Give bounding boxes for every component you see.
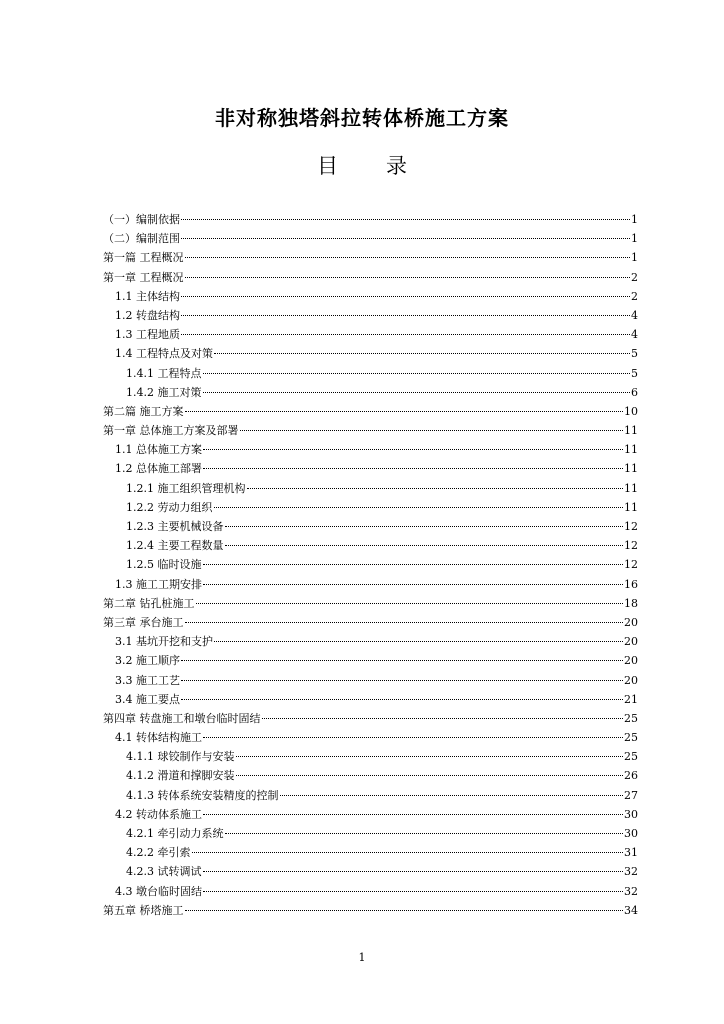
- toc-entry-label: 3.2 施工顺序: [115, 654, 180, 668]
- toc-entry[interactable]: [103, 498, 638, 517]
- toc-entry[interactable]: [103, 440, 638, 459]
- toc-entry[interactable]: [103, 402, 638, 421]
- toc-entry-page: 6: [631, 385, 638, 399]
- toc-entry-page: 32: [624, 884, 638, 898]
- toc-entry-label: 1.2.2 劳动力组织: [126, 500, 213, 514]
- toc-entry-page: 4: [631, 308, 638, 322]
- toc-entry[interactable]: [103, 862, 638, 881]
- toc-entry[interactable]: [103, 287, 638, 306]
- toc-entry-label: 3.4 施工要点: [115, 692, 180, 706]
- toc-entry-label: （一）编制依据: [103, 213, 180, 226]
- toc-entry-page: 5: [631, 366, 638, 380]
- toc-entry-page: 12: [624, 520, 638, 533]
- toc-heading-char-1: 目: [317, 154, 338, 178]
- toc-entry-label: 1.2 转盘结构: [115, 308, 180, 322]
- toc-entry-page: 20: [624, 635, 638, 649]
- toc-entry-page: 10: [624, 404, 638, 418]
- toc-leader-dots: [214, 352, 630, 354]
- toc-entry[interactable]: [103, 747, 638, 766]
- toc-entry[interactable]: [103, 517, 638, 536]
- toc-entry[interactable]: [103, 479, 638, 498]
- toc-entry-page: 21: [624, 692, 638, 706]
- toc-entry[interactable]: [103, 786, 638, 805]
- toc-entry-label: 1.2.5 临时设施: [126, 558, 202, 572]
- toc-leader-dots: [225, 832, 624, 834]
- toc-entry-label: 4.2.2 牵引索: [126, 846, 191, 860]
- toc-leader-dots: [181, 295, 630, 297]
- toc-leader-dots: [214, 506, 624, 508]
- toc-leader-dots: [203, 736, 623, 738]
- toc-entry-label: 4.1 转体结构施工: [115, 731, 202, 745]
- toc-entry[interactable]: [103, 536, 638, 555]
- toc-entry-page: 11: [624, 443, 638, 457]
- toc-entry-label: 第三章 承台施工: [103, 615, 184, 629]
- toc-entry[interactable]: [103, 901, 638, 920]
- toc-entry-label: 第四章 转盘施工和墩台临时固结: [103, 711, 261, 725]
- toc-leader-dots: [181, 314, 630, 316]
- toc-leader-dots: [185, 410, 624, 412]
- table-of-contents: [103, 210, 638, 920]
- toc-leader-dots: [247, 487, 624, 489]
- toc-entry-label: 第二篇 施工方案: [103, 404, 184, 418]
- toc-entry-label: 1.3 工程地质: [115, 328, 180, 342]
- toc-entry-page: 27: [624, 788, 638, 802]
- toc-entry-label: （二）编制范围: [103, 232, 180, 246]
- toc-entry[interactable]: [103, 459, 638, 478]
- toc-entry[interactable]: [103, 306, 638, 325]
- toc-leader-dots: [185, 621, 624, 623]
- toc-entry[interactable]: [103, 210, 638, 229]
- toc-leader-dots: [203, 448, 623, 450]
- toc-entry[interactable]: [103, 651, 638, 670]
- toc-entry[interactable]: [103, 383, 638, 402]
- toc-leader-dots: [192, 851, 624, 853]
- toc-entry-page: 20: [624, 654, 638, 668]
- toc-entry-page: 30: [624, 827, 638, 840]
- toc-entry[interactable]: [103, 248, 638, 267]
- toc-leader-dots: [181, 659, 623, 661]
- toc-entry-label: 4.2.1 牵引动力系统: [126, 827, 224, 840]
- toc-heading: [0, 150, 724, 180]
- toc-entry-label: 4.1.2 滑道和撑脚安装: [126, 769, 235, 783]
- toc-entry[interactable]: [103, 421, 638, 440]
- toc-leader-dots: [185, 909, 624, 911]
- toc-entry-page: 1: [631, 232, 638, 246]
- toc-entry-page: 4: [631, 328, 638, 342]
- toc-entry[interactable]: [103, 766, 638, 785]
- toc-leader-dots: [181, 698, 623, 700]
- toc-entry-label: 4.1.3 转体系统安装精度的控制: [126, 788, 279, 802]
- toc-entry-page: 11: [624, 424, 638, 438]
- toc-entry-label: 第五章 桥塔施工: [103, 903, 184, 917]
- toc-entry[interactable]: [103, 632, 638, 651]
- toc-leader-dots: [196, 602, 624, 604]
- toc-entry-label: 1.4 工程特点及对策: [115, 347, 213, 361]
- toc-leader-dots: [181, 333, 630, 335]
- toc-entry-label: 第一篇 工程概况: [103, 251, 184, 265]
- toc-entry-page: 12: [624, 558, 638, 572]
- toc-leader-dots: [203, 372, 631, 374]
- toc-entry-page: 11: [624, 500, 638, 514]
- toc-entry-page: 12: [624, 539, 638, 553]
- toc-entry[interactable]: [103, 364, 638, 383]
- toc-entry-page: 26: [624, 769, 638, 783]
- toc-entry[interactable]: [103, 325, 638, 344]
- toc-entry-label: 1.1 总体施工方案: [115, 443, 202, 457]
- toc-entry-page: 5: [631, 347, 638, 361]
- toc-entry-label: 1.2.1 施工组织管理机构: [126, 481, 246, 495]
- toc-leader-dots: [203, 391, 631, 393]
- toc-entry-page: 20: [624, 673, 638, 687]
- toc-entry-page: 11: [624, 481, 638, 495]
- toc-entry-label: 第二章 钻孔桩施工: [103, 596, 195, 610]
- toc-entry-label: 1.2 总体施工部署: [115, 462, 202, 476]
- toc-leader-dots: [203, 870, 624, 872]
- toc-entry[interactable]: [103, 805, 638, 824]
- toc-leader-dots: [185, 276, 631, 278]
- toc-leader-dots: [214, 640, 623, 642]
- toc-entry-label: 第一章 总体施工方案及部署: [103, 424, 239, 438]
- toc-entry-label: 1.2.3 主要机械设备: [126, 520, 224, 533]
- toc-leader-dots: [203, 467, 623, 469]
- toc-leader-dots: [203, 563, 624, 565]
- toc-entry-page: 34: [624, 903, 638, 917]
- toc-entry-label: 3.1 基坑开挖和支护: [115, 635, 213, 649]
- toc-entry-page: 25: [624, 731, 638, 745]
- toc-entry-page: 16: [624, 577, 638, 591]
- toc-entry-page: 25: [624, 711, 638, 725]
- toc-entry[interactable]: [103, 575, 638, 594]
- toc-entry-label: 4.2.3 试转调试: [126, 865, 202, 879]
- toc-entry-label: 3.3 施工工艺: [115, 673, 180, 687]
- toc-entry[interactable]: [103, 555, 638, 574]
- toc-leader-dots: [185, 256, 631, 258]
- toc-entry[interactable]: [103, 268, 638, 287]
- toc-entry[interactable]: [103, 882, 638, 901]
- toc-leader-dots: [280, 794, 624, 796]
- toc-entry-page: 1: [631, 213, 638, 226]
- toc-entry-page: 2: [631, 289, 638, 303]
- toc-leader-dots: [203, 583, 623, 585]
- document-title: 非对称独塔斜拉转体桥施工方案: [215, 106, 509, 130]
- toc-entry[interactable]: [103, 728, 638, 747]
- toc-entry-page: 20: [624, 615, 638, 629]
- toc-entry-page: 1: [631, 251, 638, 265]
- toc-entry[interactable]: [103, 594, 638, 613]
- toc-heading-char-2: 录: [386, 154, 407, 178]
- toc-entry-label: 4.3 墩台临时固结: [115, 884, 202, 898]
- toc-entry-label: 1.4.2 施工对策: [126, 385, 202, 399]
- toc-entry[interactable]: [103, 824, 638, 843]
- toc-leader-dots: [181, 218, 630, 220]
- toc-leader-dots: [203, 813, 623, 815]
- toc-entry-page: 11: [624, 462, 638, 476]
- toc-entry-label: 4.1.1 球铰制作与安装: [126, 750, 235, 764]
- toc-entry-page: 25: [624, 750, 638, 764]
- toc-entry[interactable]: [103, 344, 638, 363]
- toc-leader-dots: [203, 890, 623, 892]
- toc-entry[interactable]: [103, 229, 638, 248]
- toc-entry-label: 第一章 工程概况: [103, 270, 184, 284]
- toc-leader-dots: [181, 679, 623, 681]
- toc-leader-dots: [236, 755, 624, 757]
- toc-entry[interactable]: [103, 671, 638, 690]
- toc-entry[interactable]: [103, 709, 638, 728]
- toc-entry-page: 32: [624, 865, 638, 879]
- toc-entry-page: 31: [624, 846, 638, 860]
- toc-entry-page: 2: [631, 270, 638, 284]
- toc-entry[interactable]: [103, 613, 638, 632]
- toc-leader-dots: [225, 544, 624, 546]
- toc-entry-label: 1.4.1 工程特点: [126, 366, 202, 380]
- toc-entry-label: 1.1 主体结构: [115, 289, 180, 303]
- page-number: 1: [358, 951, 366, 964]
- toc-leader-dots: [240, 429, 624, 431]
- toc-leader-dots: [225, 525, 624, 527]
- toc-leader-dots: [262, 717, 624, 719]
- toc-leader-dots: [181, 237, 630, 239]
- toc-entry-label: 1.3 施工工期安排: [115, 577, 202, 591]
- toc-entry-label: 4.2 转动体系施工: [115, 807, 202, 821]
- toc-leader-dots: [236, 774, 624, 776]
- toc-entry-page: 18: [624, 596, 638, 610]
- toc-entry-label: 1.2.4 主要工程数量: [126, 539, 224, 553]
- toc-entry[interactable]: [103, 690, 638, 709]
- toc-entry-page: 30: [624, 807, 638, 821]
- toc-entry[interactable]: [103, 843, 638, 862]
